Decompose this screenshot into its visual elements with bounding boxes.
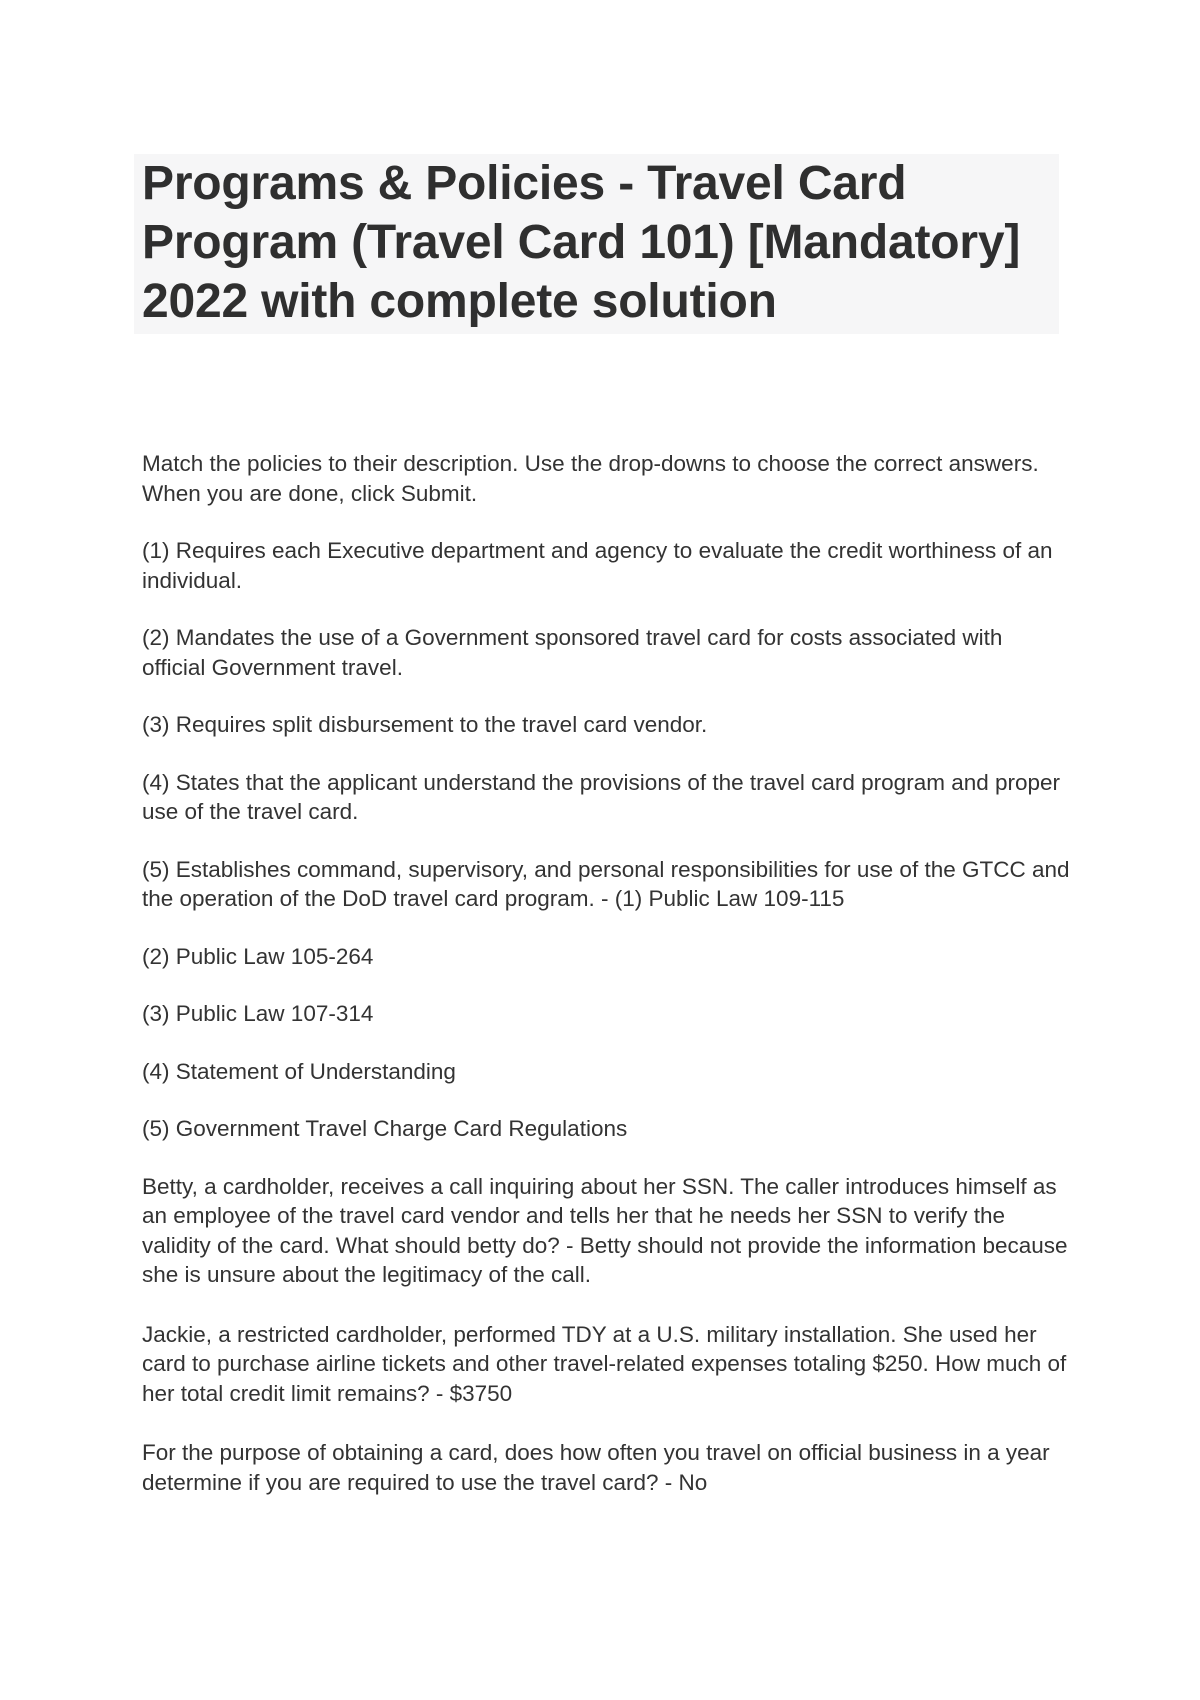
- question-jackie: Jackie, a restricted cardholder, performed TDY at a U.S. military installation. She used her card to purchase airline tickets and other travel-related expenses totaling $250. How much of her total credit limit remains? - $3750: [142, 1321, 1067, 1406]
- title-block: [134, 154, 1059, 334]
- policy-description-4: (4) States that the applicant understand the provisions of the travel card program and proper use of the travel card.: [142, 769, 1061, 824]
- answer-3: (3) Public Law 107-314: [142, 1001, 374, 1026]
- document-body: [142, 449, 1072, 1525]
- answer-2: (2) Public Law 105-264: [142, 943, 374, 969]
- question-betty: Betty, a cardholder, receives a call inquiring about her SSN. The caller introduces himself as an employee of the travel card vendor and tells her that he needs her SSN to verify the validity of the card. What should betty do? - Betty should not provide the information because she is unsure about the legitimacy of the call.: [142, 1173, 1068, 1287]
- instructions-paragraph: Match the policies to their description. Use the drop-downs to choose the correct answers. When you are done, click Submit.: [142, 451, 1039, 506]
- question-travel-frequency: For the purpose of obtaining a card, does how often you travel on official business in a year determine if you are required to use the travel card? - No: [142, 1440, 1050, 1495]
- policy-description-5-with-answer: (5) Establishes command, supervisory, and personal responsibilities for use of the GTCC and the operation of the DoD travel card program. - (1) Public Law 109-115: [142, 856, 1070, 911]
- answer-5: (5) Government Travel Charge Card Regulations: [142, 1116, 628, 1141]
- policy-description-3: (3) Requires split disbursement to the travel card vendor.: [142, 712, 708, 737]
- policy-description-2: (2) Mandates the use of a Government sponsored travel card for costs associated with official Government travel.: [142, 625, 1003, 680]
- policy-description-1: (1) Requires each Executive department and agency to evaluate the credit worthiness of an individual.: [142, 538, 1053, 593]
- answer-4: (4) Statement of Understanding: [142, 1058, 456, 1084]
- document-title: Programs & Policies - Travel Card Program (Travel Card 101) [Mandatory] 2022 with complete solution: [142, 157, 1021, 328]
